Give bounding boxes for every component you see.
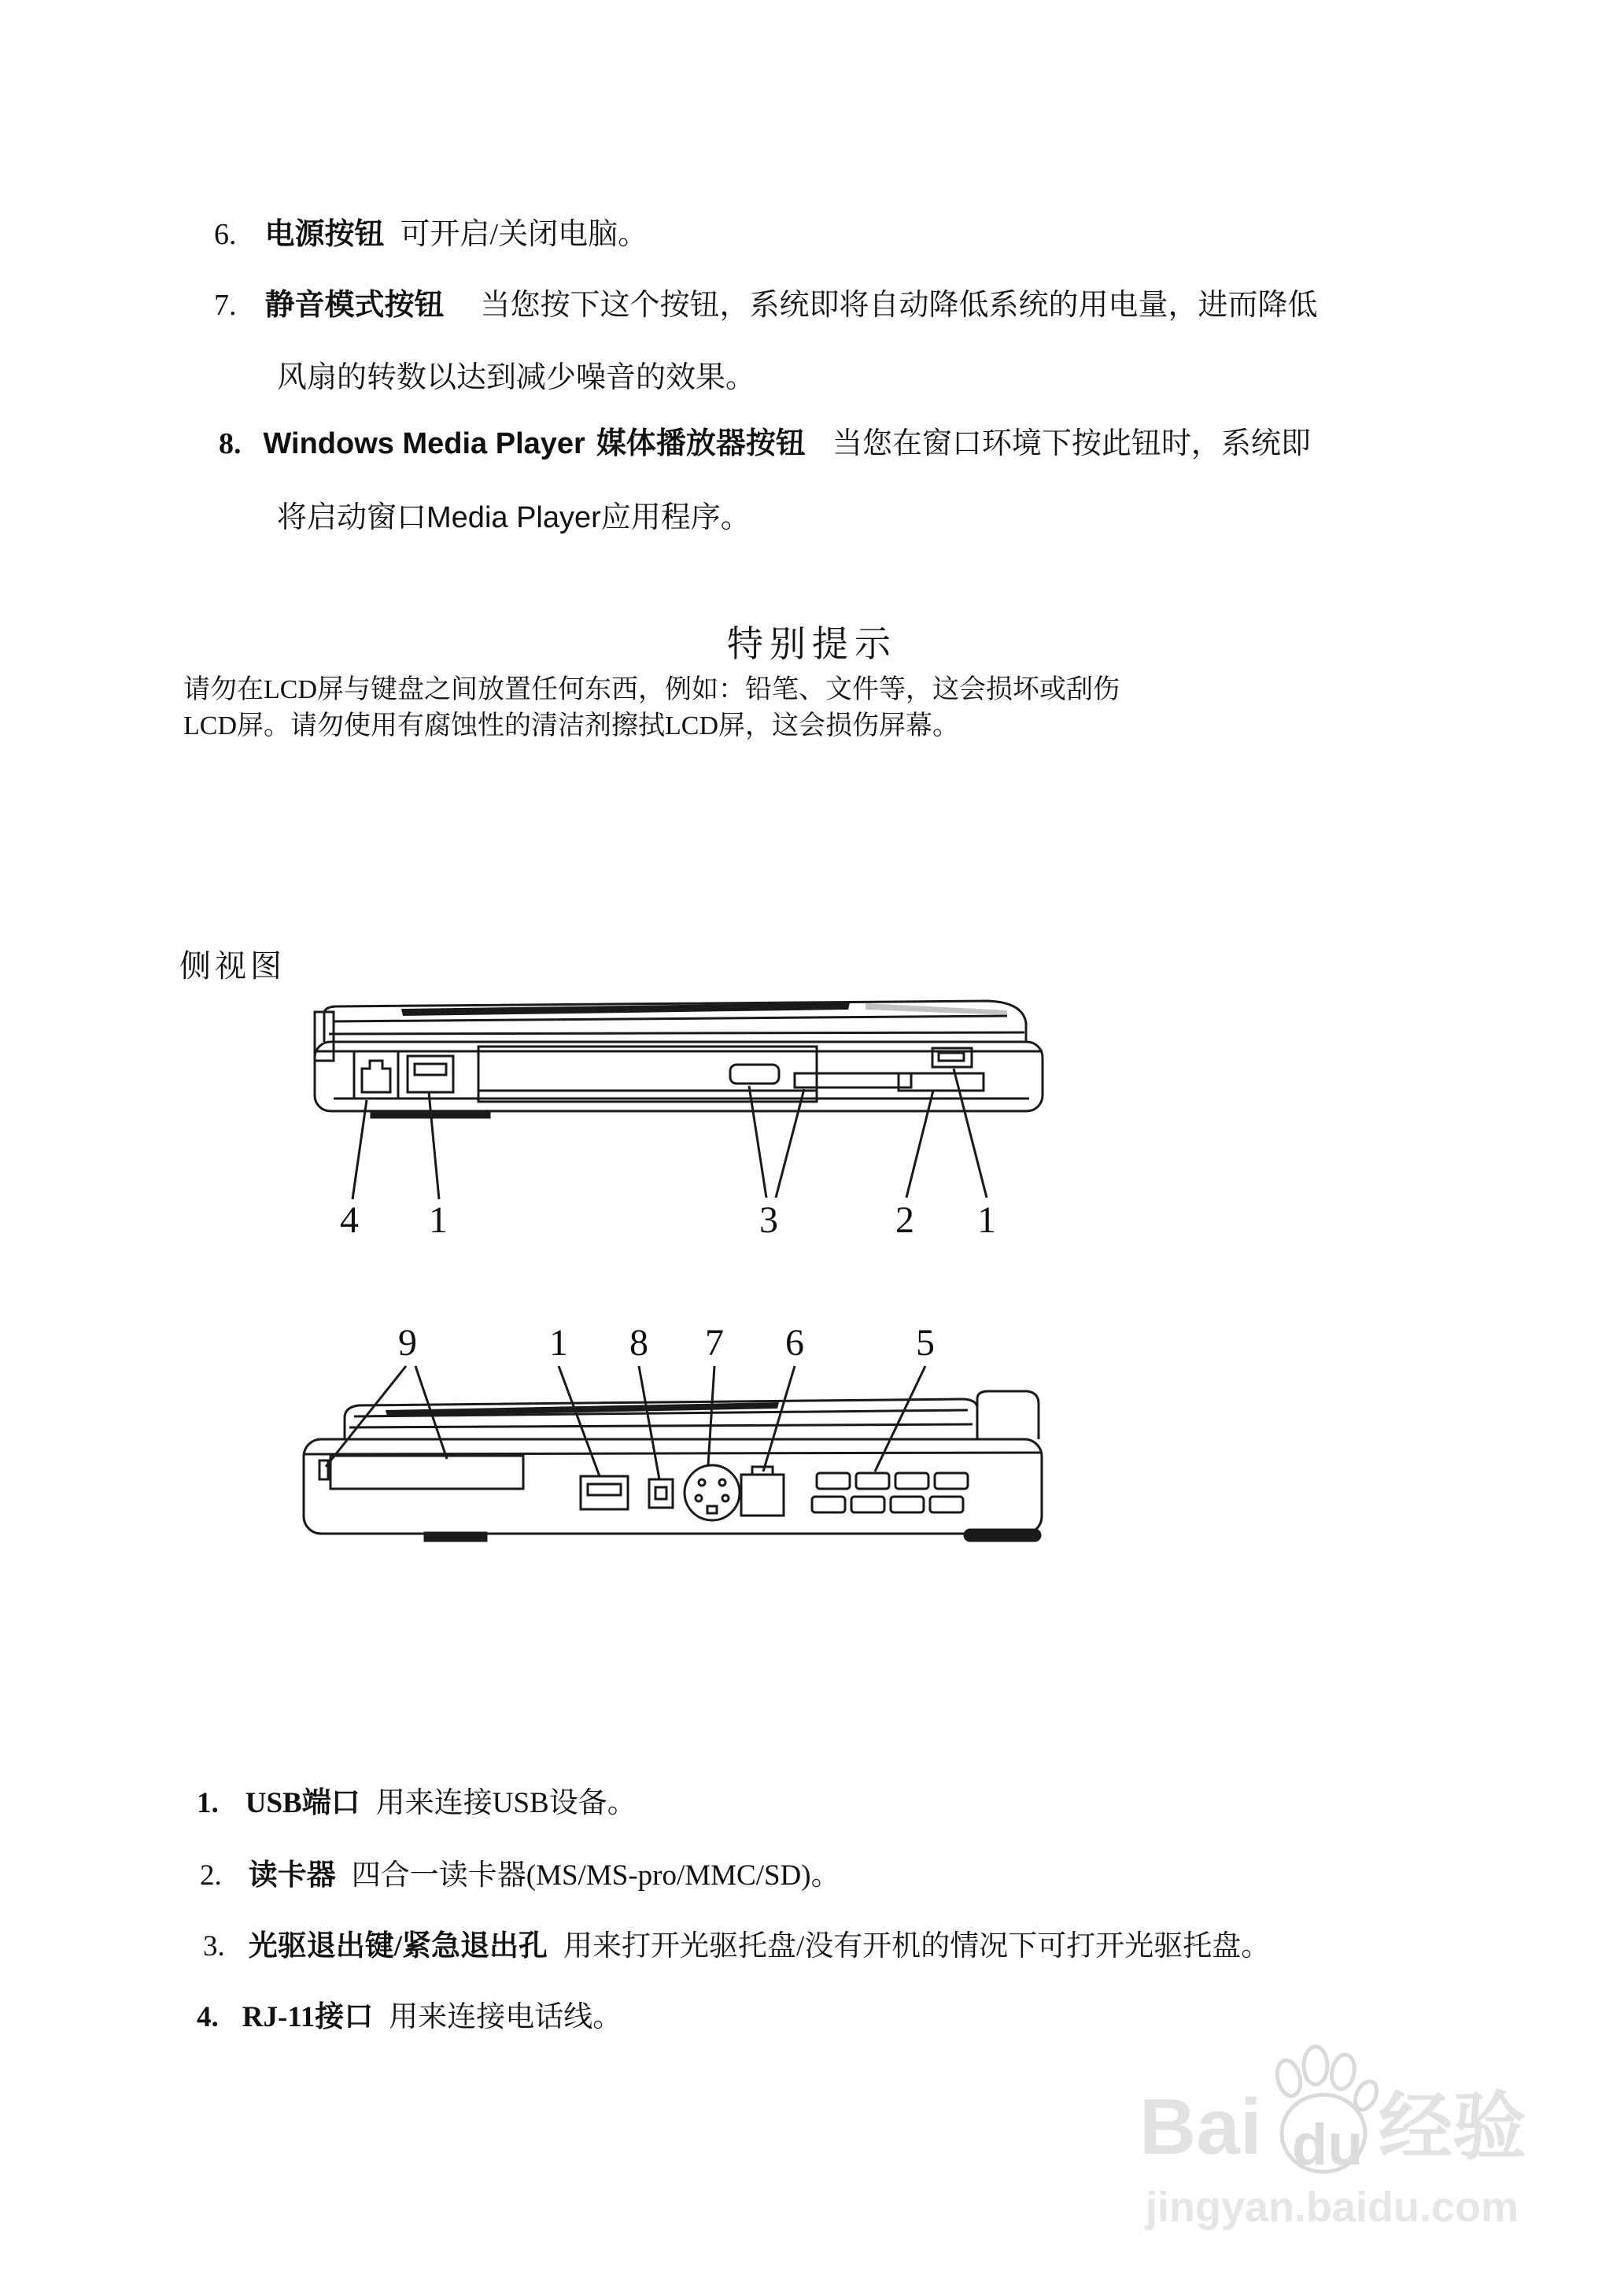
item-desc: 四合一读卡器(MS/MS-pro/MMC/SD)。	[351, 1859, 840, 1892]
callout-1b: 1	[977, 1199, 996, 1241]
item-desc: 当您在窗口环境下按此钮时，系统即	[832, 427, 1311, 460]
baidu-jingyan-watermark	[1135, 2034, 1559, 2239]
side-view-diagram-2	[291, 1298, 1070, 1566]
port-item-2	[200, 1859, 840, 1893]
callout-4: 4	[340, 1199, 359, 1241]
list-item-7-line2	[277, 360, 755, 397]
item-label: 光驱退出键/紧急退出孔	[248, 1930, 548, 1963]
item-label: 静音模式按钮	[264, 289, 445, 322]
notice-line-2: LCD屏。请勿使用有腐蚀性的清洁剂擦拭LCD屏，这会损伤屏幕。	[183, 711, 959, 740]
item-number: 3.	[203, 1930, 225, 1963]
item-desc-post: 应用程序。	[600, 501, 751, 534]
item-desc: 用来连接USB设备。	[375, 1787, 637, 1819]
port-item-3	[203, 1929, 1270, 1964]
item-number: 2.	[200, 1859, 222, 1892]
side-view-diagram-1	[299, 990, 1070, 1242]
card-reader-slot	[330, 1456, 523, 1489]
item-label: 电源按钮	[264, 218, 385, 251]
list-item-8-line2	[277, 500, 751, 537]
item-number: 6.	[214, 218, 237, 251]
notice-line-1: 请勿在LCD屏与键盘之间放置任何东西，例如：铅笔、文件等，这会损坏或刮伤	[183, 675, 1120, 704]
vent-grille	[812, 1473, 968, 1512]
callout-3: 3	[759, 1199, 778, 1241]
callout-1: 1	[429, 1199, 448, 1241]
list-item-8-line1	[219, 426, 1311, 463]
watermark-url: jingyan.baidu.com	[1146, 2184, 1519, 2231]
list-item-6	[214, 217, 648, 253]
notice-title: 特别提示	[727, 624, 897, 664]
callout-8: 8	[629, 1322, 648, 1364]
item-desc-pre: 将启动窗口	[277, 501, 427, 534]
item-label: 媒体播放器按钮	[596, 427, 806, 460]
card-slot-button	[319, 1460, 328, 1479]
optical-drive-bay	[478, 1047, 817, 1102]
item-desc: 用来打开光驱托盘/没有开机的情况下可打开光驱托盘。	[563, 1930, 1271, 1963]
item-desc: 用来连接电话线。	[389, 2001, 622, 2033]
watermark-brand-du: du	[1292, 2112, 1364, 2177]
item-label: RJ-11接口	[242, 2001, 374, 2033]
callout-7: 7	[705, 1322, 724, 1364]
item-desc-cont: 风扇的转数以达到减少噪音的效果。	[277, 361, 756, 394]
item-number: 7.	[214, 289, 237, 322]
item-label: 读卡器	[248, 1859, 336, 1892]
item-number: 4.	[197, 2001, 219, 2033]
watermark-brand-cn: 经验	[1379, 2085, 1527, 2168]
callout-2: 2	[895, 1199, 914, 1241]
port-item-4	[197, 2000, 622, 2035]
callout-5: 5	[916, 1322, 935, 1364]
drive-eject-button	[730, 1065, 779, 1084]
callout-1: 1	[549, 1322, 568, 1364]
item-desc: 当您按下这个按钮，系统即将自动降低系统的用电量，进而降低	[480, 289, 1318, 322]
callout-9: 9	[398, 1322, 417, 1364]
item-number: 8.	[219, 427, 242, 460]
watermark-brand-bai: Bai	[1139, 2083, 1262, 2171]
side-view-heading: 侧视图	[179, 948, 286, 984]
lid-right-bump	[977, 1391, 1039, 1439]
item-desc: 可开启/关闭电脑。	[400, 218, 648, 251]
callout-6: 6	[785, 1322, 804, 1364]
item-desc-en: Media Player	[426, 501, 601, 534]
port-item-1	[197, 1786, 637, 1821]
item-label-en: Windows Media Player	[263, 427, 585, 460]
modem-jack	[741, 1475, 784, 1516]
item-label: USB端口	[245, 1787, 360, 1819]
item-number: 1.	[197, 1787, 219, 1819]
firewire-port	[649, 1479, 673, 1508]
list-item-7-line1	[214, 288, 1318, 324]
